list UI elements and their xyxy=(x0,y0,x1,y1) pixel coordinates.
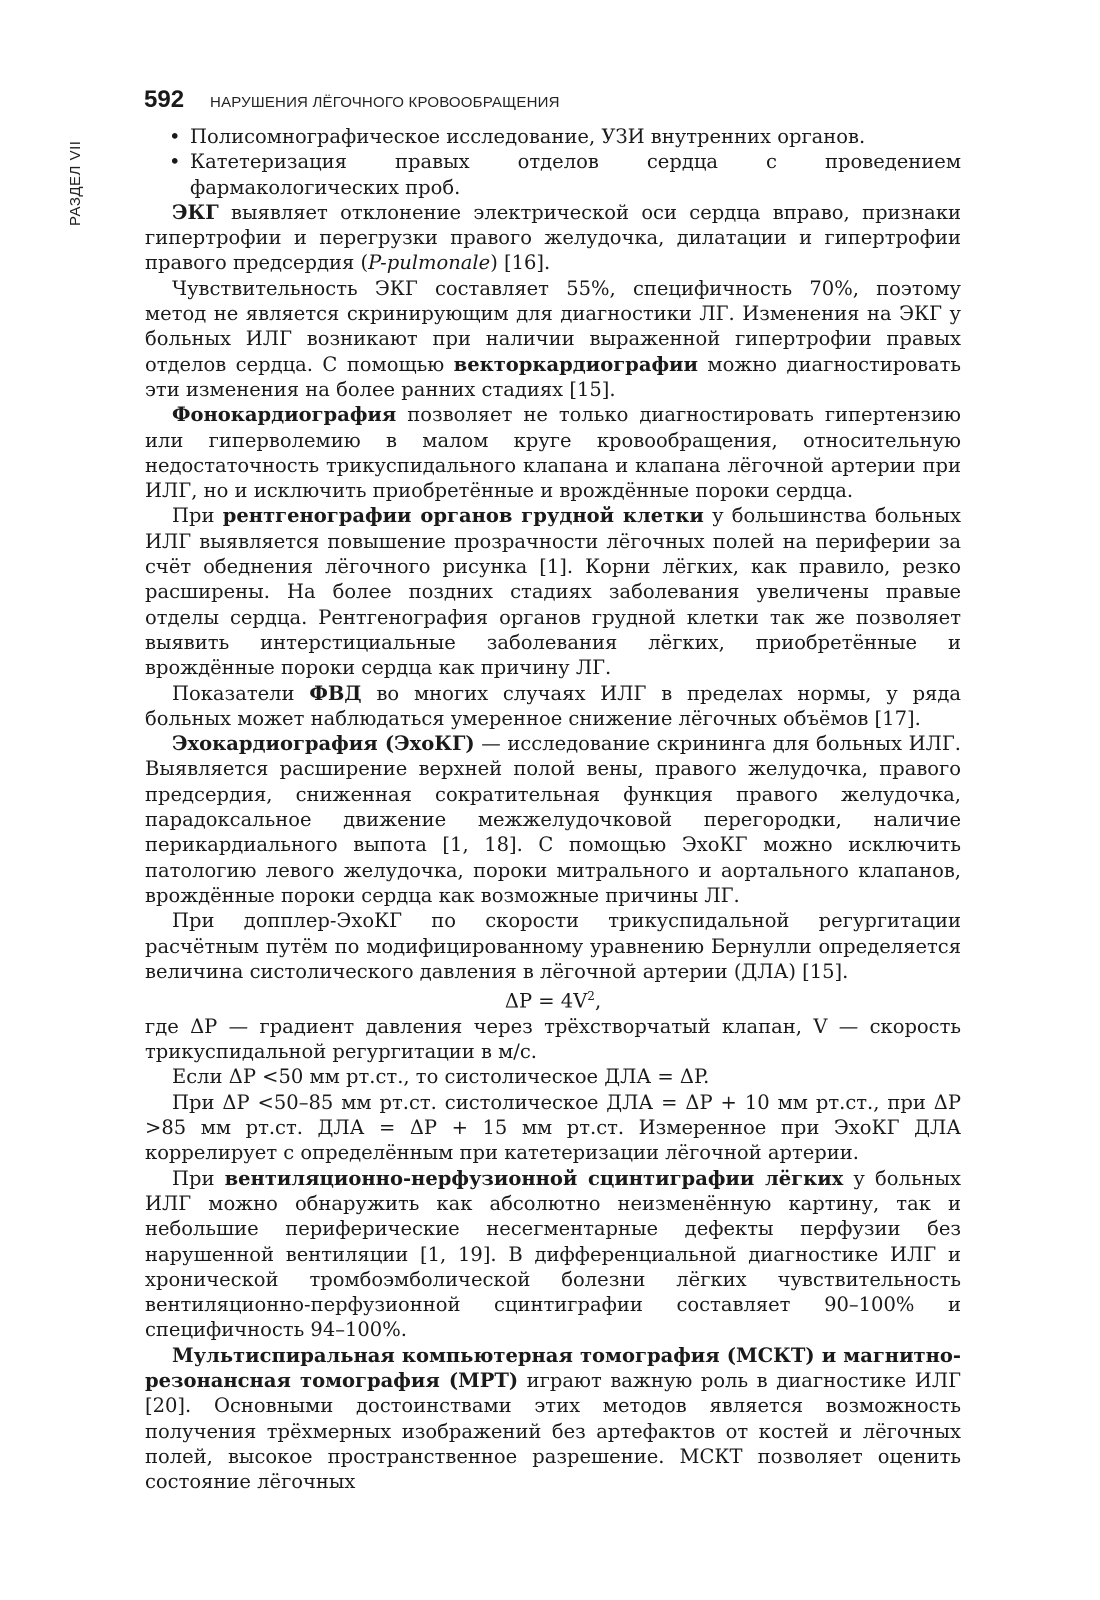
paragraph-radiography: При рентгенографии органов грудной клетки у большинства больных ИЛГ выявляется повышение прозрачности лёгочных полей на периферии за счёт обеднения лёгочного рисунка [1]. Корни лёгких, как правило, резко расширены. На более поздних стадиях заболевания увеличены правые отделы сердца. Рентгенография органов грудной клетки так же позволяет выявить интерстициальные заболевания лёгких, приобретённые и врождённые пороки сердца как причину ЛГ. xyxy=(145,504,961,680)
paragraph-echocardiography: Эхокардиография (ЭхоКГ) — исследование скрининга для больных ИЛГ. Выявляется расширение верхней полой вены, правого желудочка, правого предсердия, сниженная сократительная функция правого желудочка, парадоксальное движение межжелудочковой перегородки, наличие перикардиального выпота [1, 18]. С помощью ЭхоКГ можно исключить патологию левого желудочка, пороки митрального и аортального клапанов, врождённые пороки сердца как возможные причины ЛГ. xyxy=(145,732,961,907)
page-number: 592 xyxy=(144,86,185,113)
paragraph-dla-rule-1: Если ΔP <50 мм рт.ст., то систолическое ДЛА = ΔP. xyxy=(172,1065,710,1089)
paragraph-doppler: При допплер-ЭхоКГ по скорости трикуспидальной регургитации расчётным путём по модифицированному уравнению Бернулли определяется величина систолического давления в лёгочной артерии (ДЛА) [15]. xyxy=(145,909,961,983)
paragraph-scintigraphy: При вентиляционно-нерфузионной сцинтиграфии лёгких у больных ИЛГ можно обнаружить как абсолютно неизменённую картину, так и небольшие периферические несегментарные дефекты перфузии без нарушенной вентиляции [1, 19]. В дифференциальной диагностике ИЛГ и хронической тромбоэмболической болезни лёгких чувствительность вентиляционно-перфузионной сцинтиграфии составляет 90–100% и специфичность 94–100%. xyxy=(145,1166,961,1342)
bullet-icon: • xyxy=(169,150,181,174)
section-side-label: РАЗДЕЛ VII xyxy=(67,140,84,226)
page-header xyxy=(144,86,560,116)
paragraph-msct-mrt: Мультиспиральная компьютерная томография (МСКТ) и магнитно-резонансная томография (МРТ) играют важную роль в диагностике ИЛГ [20]. Основными достоинствами этих методов является возможность получения трёхмерных изображений без артефактов от костей и лёгочных полей, высокое пространственное разрешение. МСКТ позволяет оценить состояние лёгочных xyxy=(145,1343,962,1494)
paragraph-ecg-sensitivity: Чувствительность ЭКГ составляет 55%, специфичность 70%, поэтому метод не является скринирующим для диагностики ЛГ. Изменения на ЭКГ у больных ИЛГ возникают при наличии выраженной гипертрофии правых отделов сердца. С помощью векторкардиографии можно диагностировать эти изменения на более ранних стадиях [15]. xyxy=(145,276,962,401)
bullet-list xyxy=(145,124,961,200)
paragraph-phonocardiography: Фонокардиография позволяет не только диагностировать гипертензию или гиперволемию в малом круге кровообращения, относительную недостаточность трикуспидального клапана и клапана лёгочной артерии при ИЛГ, но и исключить приобретённые и врождённые пороки сердца. xyxy=(145,403,961,503)
list-item: • Катетеризация правых отделов сердца с проведением фармакологических проб. xyxy=(169,150,961,199)
running-title: НАРУШЕНИЯ ЛЁГОЧНОГО КРОВООБРАЩЕНИЯ xyxy=(210,94,560,111)
paragraph-ecg: ЭКГ выявляет отклонение электрической оси сердца вправо, признаки гипертрофии и перегрузки правого желудочка, дилатации и гипертрофии правого предсердия (P-pulmonale) [16]. xyxy=(145,200,961,275)
page-body xyxy=(145,124,961,1495)
paragraph-dla-rule-2: При ΔP <50–85 мм рт.ст. систолическое ДЛА = ΔP + 10 мм рт.ст., при ΔP >85 мм рт.ст. ДЛА = ΔP + 15 мм рт.ст. Измеренное при ЭхоКГ ДЛА коррелирует с определённым при катетеризации лёгочной артерии. xyxy=(145,1090,961,1165)
bullet-icon: • xyxy=(169,125,181,148)
formula-bernoulli: $\Delta P = 4V^2$, xyxy=(504,989,602,1013)
paragraph-fvd: Показатели ФВД во многих случаях ИЛГ в пределах нормы, у ряда больных может наблюдаться умеренное снижение лёгочных объёмов [17]. xyxy=(145,681,961,730)
paragraph-formula-legend: где ΔP — градиент давления через трёхстворчатый клапан, V — скорость трикуспидальной регургитации в м/с. xyxy=(145,1014,961,1064)
list-item: • Полисомнографическое исследование, УЗИ внутренних органов. xyxy=(169,125,866,148)
